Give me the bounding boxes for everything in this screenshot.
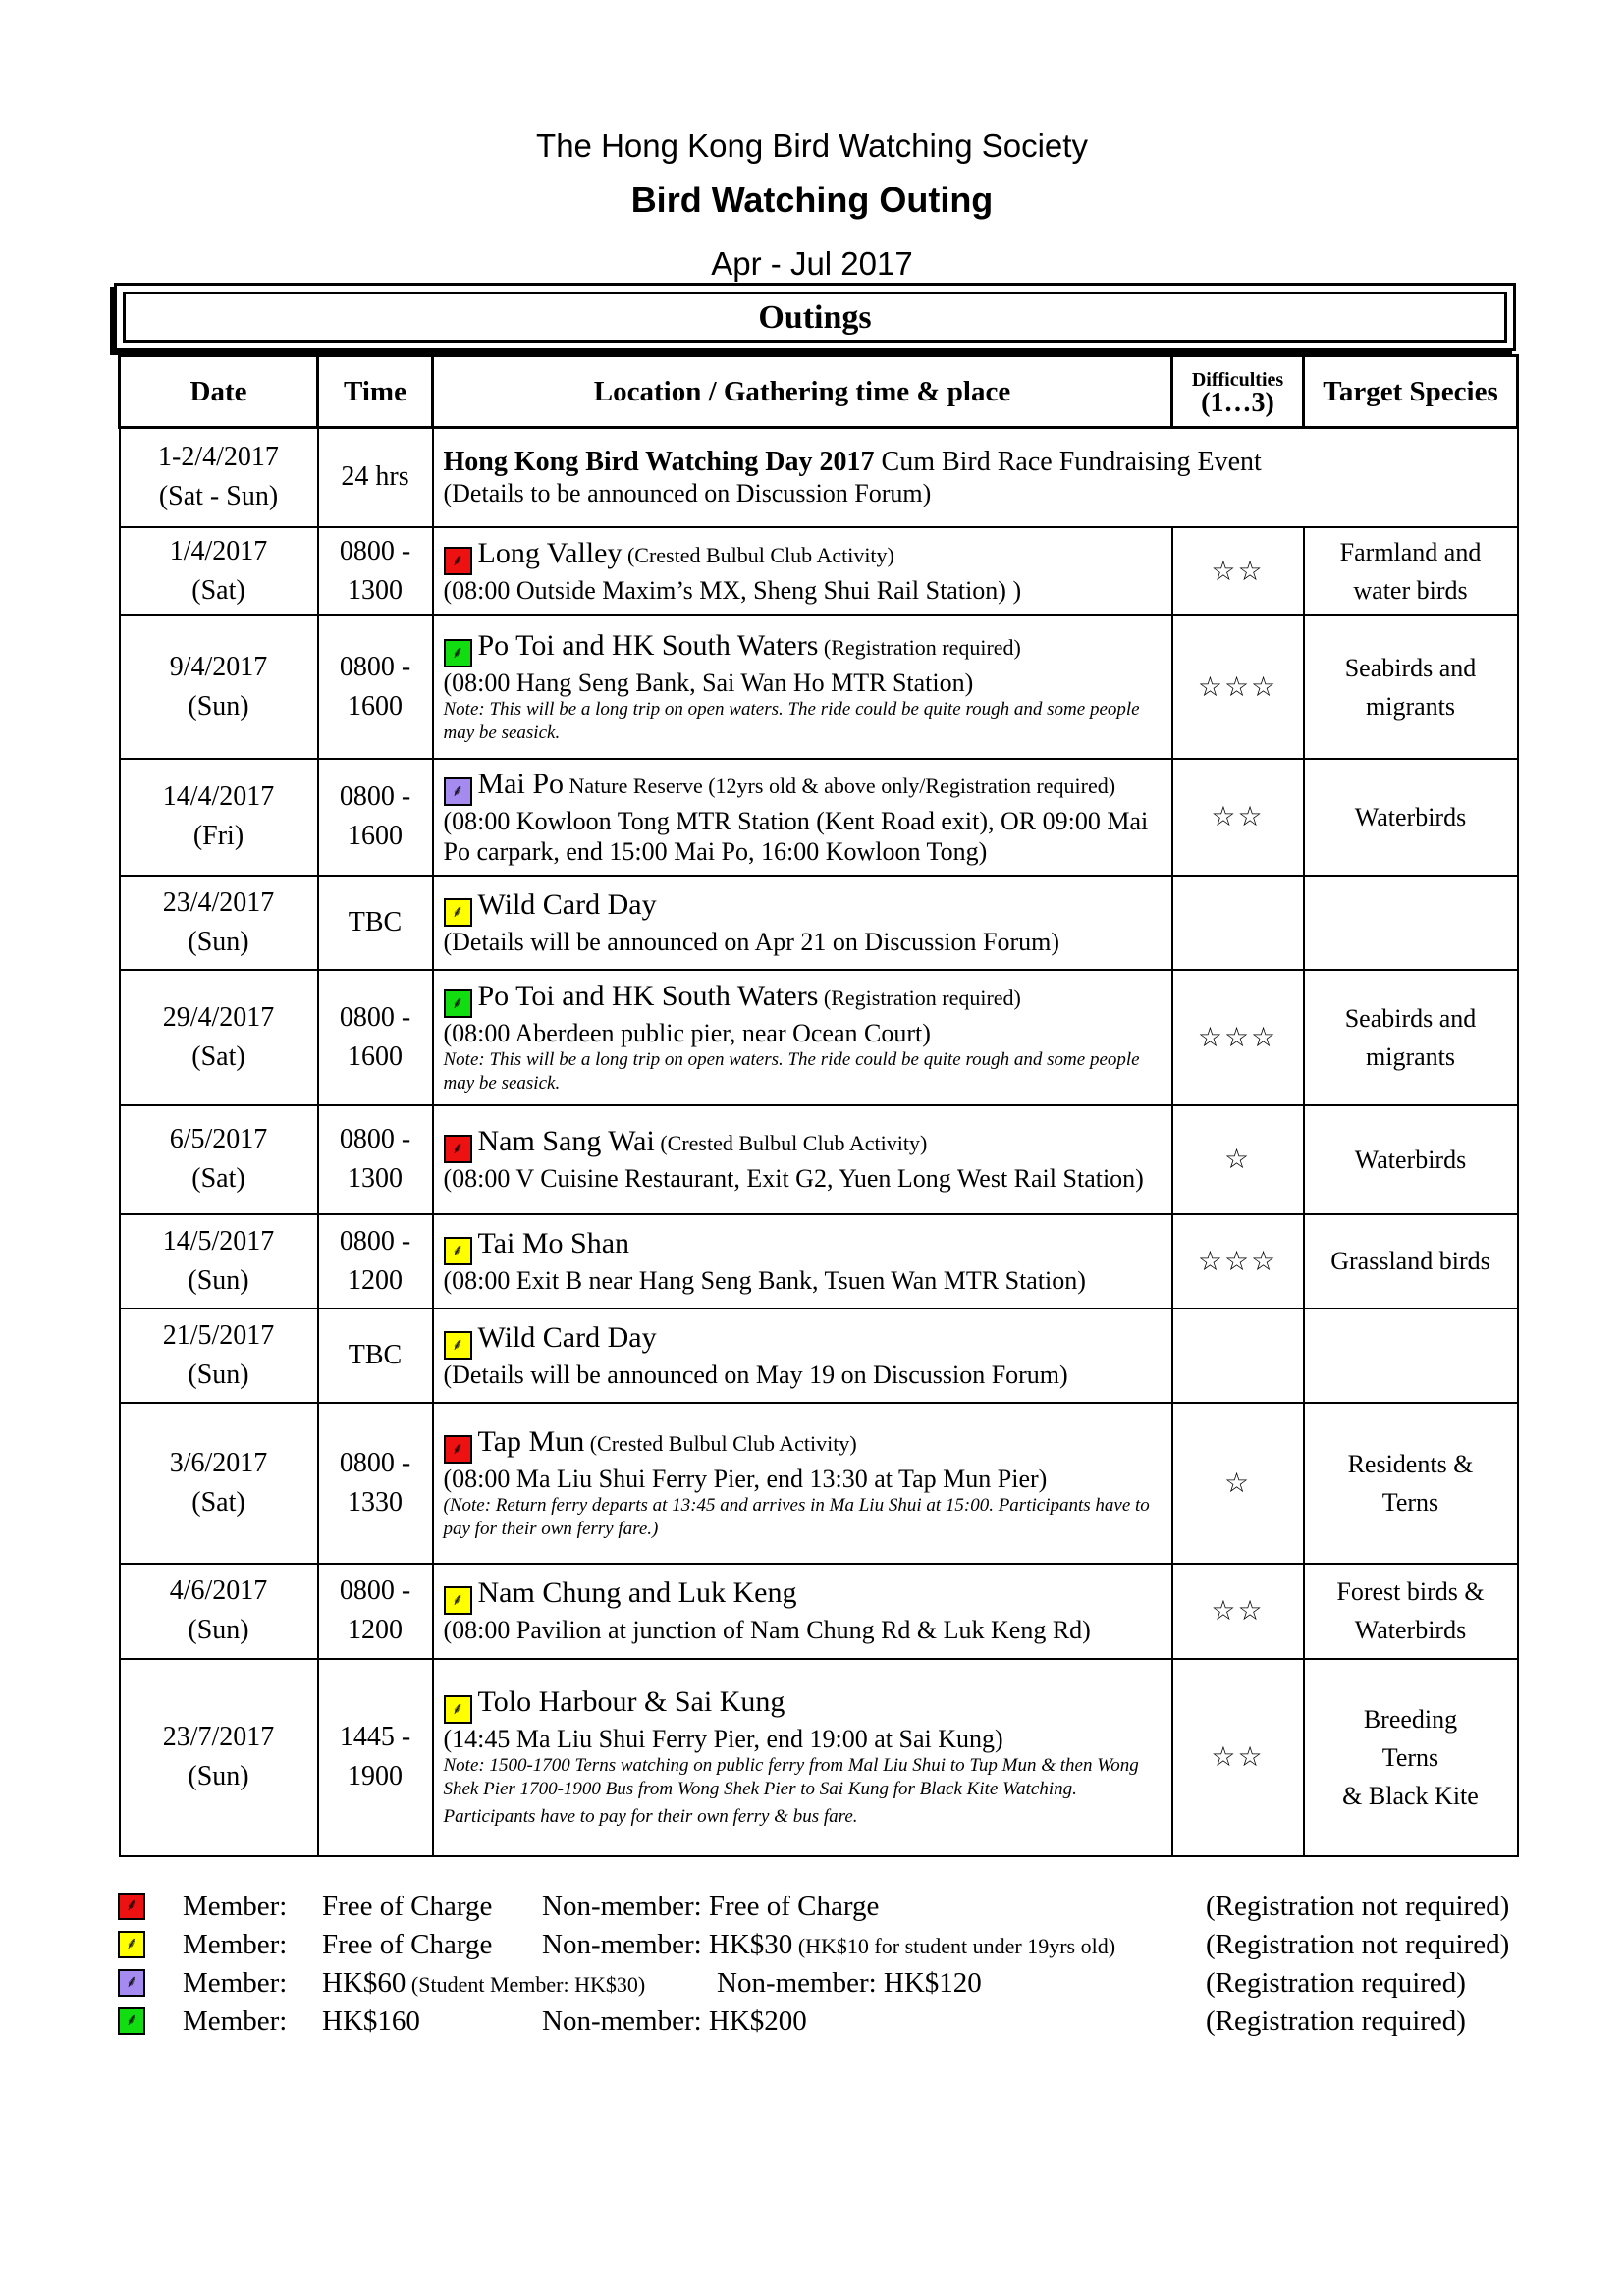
outings-banner [114,283,1516,351]
legend-member-fee-value: HK$160 [322,2005,420,2037]
legend-nonmember-fee [542,1926,1115,1965]
outing-time-end: 1300 [348,574,403,606]
outing-note: (Note: Return ferry departs at 13:45 and arrives in Ma Liu Shui at 15:00. Participants have to pay for their own ferry fare.) [443,1494,1150,1539]
event-title [444,445,1509,480]
outing-date-cell [120,759,318,876]
outing-time-cell [318,759,433,876]
legend-member-fee-value: Free of Charge [322,1891,493,1922]
outing-title-note: (Registration required) [818,985,1021,1010]
legend-member-fee [322,1888,492,1927]
outing-time-start: 0800 - [339,1001,411,1033]
outing-time-start: 0800 - [339,651,411,682]
outing-target: Breeding [1363,1704,1458,1734]
legend-nonmember-value: Non-member: HK$200 [542,2005,807,2037]
bird-icon: ⸙ [444,777,472,806]
legend-nonmember-value: Non-member: Free of Charge [542,1891,880,1922]
bird-icon: ⸙ [444,1331,472,1360]
outing-target-cell [1304,1214,1518,1308]
table-row [120,615,1518,759]
outing-title [444,627,1164,667]
legend-member-label: Member: [183,2005,288,2037]
legend-nonmember-fee [717,1964,982,2003]
table-row [120,1214,1518,1308]
table-row [120,1403,1518,1564]
outing-target-cell [1304,1105,1518,1214]
outing-title [444,535,1164,575]
legend-nonmember-extra: (HK$10 for student under 19yrs old) [792,1934,1116,1958]
bird-icon: ⸙ [118,1893,145,1920]
outing-difficulty: ☆☆☆ [1172,970,1304,1105]
outing-target-cell [1304,970,1518,1105]
fee-legend [118,1888,1551,2041]
outing-time-cell [318,1564,433,1659]
outing-location-name: Tai Mo Shan [477,1226,630,1259]
outing-day: (Sun) [188,1615,249,1645]
outing-day: (Sun) [188,1359,249,1390]
outing-target-2: Terns [1381,1742,1439,1772]
outing-location-cell [433,615,1172,759]
outing-time-cell [318,1308,433,1403]
legend-member-fee-value: Free of Charge [322,1929,493,1960]
outing-location-name: Po Toi and HK South Waters [477,628,819,662]
outing-target-2: migrants [1366,1041,1455,1071]
outing-day: (Sun) [188,690,249,721]
outing-day: (Fri) [192,821,244,851]
legend-nonmember-fee [542,1888,879,1927]
page-title: Bird Watching Outing [630,180,994,220]
outing-difficulty [1172,1308,1304,1403]
outing-time-cell [318,1659,433,1856]
outing-target-2: water birds [1353,575,1468,605]
event-details: (Details to be announced on Discussion Forum) [443,479,932,508]
outing-date-cell [120,1403,318,1564]
outing-target: Forest birds & [1336,1577,1485,1606]
outing-target: Farmland and [1339,537,1482,566]
bird-icon: ⸙ [444,1237,472,1265]
outing-time-cell [318,527,433,615]
event-time: 24 hrs [318,428,433,527]
legend-registration: (Registration not required) [1206,1891,1510,1922]
outing-day: (Sat) [191,1486,245,1518]
outing-target-cell [1304,876,1518,970]
outing-date: 23/7/2017 [162,1722,275,1752]
bird-icon: ⸙ [444,989,472,1018]
outing-target: Waterbirds [1354,1145,1467,1174]
outing-target: Residents & [1347,1449,1474,1478]
outing-time-start: 1445 - [339,1722,411,1752]
bird-icon: ⸙ [444,1435,472,1464]
outing-date-cell [120,1659,318,1856]
outing-time-start: 0800 - [339,1575,411,1606]
outing-time-cell [318,1105,433,1214]
outing-date-cell [120,1214,318,1308]
legend-registration: (Registration required) [1206,1967,1466,1999]
outing-difficulty: ☆☆ [1172,527,1304,615]
table-row [120,1308,1518,1403]
outing-target-cell [1304,1308,1518,1403]
outing-target-cell [1304,615,1518,759]
outing-difficulty: ☆☆ [1172,1659,1304,1856]
legend-member-fee-value: HK$60 [322,1967,406,1999]
outing-time-cell [318,1214,433,1308]
table-row-special-event [120,428,1518,527]
bird-icon: ⸙ [444,1135,472,1163]
event-day: (Sat - Sun) [158,481,279,512]
legend-member-extra: (Student Member: HK$30) [406,1972,646,1997]
outing-location-name: Wild Card Day [477,1320,657,1354]
outing-target: Seabirds and [1344,1003,1477,1033]
outing-day: (Sun) [188,1264,249,1296]
outing-date-cell [120,1564,318,1659]
outing-target-2: Terns [1381,1487,1439,1517]
event-date-cell [120,428,318,527]
outing-location-name: Mai Po [477,767,565,800]
outing-time-start: 0800 - [339,781,411,812]
outing-date: 29/4/2017 [162,1001,275,1033]
outing-date: 23/4/2017 [162,886,275,918]
legend-row [118,2002,1551,2041]
outing-location-cell [433,1659,1172,1856]
outing-time-end: 1600 [348,1041,403,1072]
outing-time-end: 1600 [348,690,403,721]
outing-target-3: & Black Kite [1342,1781,1479,1810]
outing-target-2: migrants [1366,691,1455,721]
outing-date-cell [120,527,318,615]
outing-target-cell [1304,1659,1518,1856]
outing-time-end: 1200 [348,1264,403,1296]
outing-date: 4/6/2017 [169,1575,268,1606]
outing-title-note: Nature Reserve (12yrs old & above only/Registration required) [564,773,1116,798]
outing-target-cell [1304,527,1518,615]
outing-date-cell [120,970,318,1105]
table-row [120,1659,1518,1856]
outing-date: 3/6/2017 [169,1447,268,1478]
outings-table [118,354,1519,1857]
outing-title [444,766,1164,806]
outing-title [444,1683,1164,1724]
col-difficulties-range: (1…3) [1201,388,1274,418]
outing-date-cell [120,876,318,970]
outing-note-extra: Participants have to pay for their own ferry & bus fare. [443,1806,858,1827]
outing-location-cell [433,1308,1172,1403]
col-difficulties [1172,356,1304,428]
outing-title [444,886,1164,927]
legend-row [118,1964,1551,2002]
outing-gathering: (08:00 Aberdeen public pier, near Ocean Court) [443,1018,931,1047]
event-date: 1-2/4/2017 [158,442,279,473]
outing-location-cell [433,1214,1172,1308]
event-location-cell [433,428,1518,527]
outing-date: 1/4/2017 [169,535,268,566]
outing-title [444,1575,1164,1615]
outing-target-2: Waterbirds [1354,1616,1467,1644]
outing-location-cell [433,876,1172,970]
outing-note: Note: This will be a long trip on open waters. The ride could be quite rough and some people may be seasick. [443,698,1140,743]
outing-time-start: 0800 - [339,1124,411,1154]
outing-gathering: (08:00 Hang Seng Bank, Sai Wan Ho MTR Station) [443,667,974,697]
outing-gathering: (08:00 Ma Liu Shui Ferry Pier, end 13:30 at Tap Mun Pier) [443,1464,1048,1493]
outing-time-start: TBC [348,906,403,937]
outing-day: (Sat) [191,1041,245,1072]
outing-location-cell [433,527,1172,615]
outing-gathering: (08:00 V Cuisine Restaurant, Exit G2, Yuen Long West Rail Station) [443,1164,1144,1193]
bird-icon: ⸙ [444,639,472,667]
outing-time-end: 1900 [348,1761,403,1791]
outing-date: 6/5/2017 [169,1124,268,1154]
event-title-rest: Cum Bird Race Fundraising Event [874,447,1262,478]
outing-date-cell [120,1105,318,1214]
legend-member-label: Member: [183,1929,288,1960]
outing-date: 14/4/2017 [162,781,275,812]
outing-note: Note: This will be a long trip on open waters. The ride could be quite rough and some people may be seasick. [443,1048,1140,1094]
outing-target-cell [1304,1403,1518,1564]
outing-title-note: (Crested Bulbul Club Activity) [622,542,894,567]
table-row [120,970,1518,1105]
outing-difficulty [1172,876,1304,970]
event-title-bold: Hong Kong Bird Watching Day 2017 [443,447,875,478]
outing-title [444,1319,1164,1360]
col-difficulties-label: Difficulties [1191,369,1284,391]
col-time: Time [318,356,433,428]
bird-icon: ⸙ [444,547,472,575]
outing-date-cell [120,615,318,759]
outing-time-cell [318,1403,433,1564]
outing-location-name: Nam Chung and Luk Keng [477,1576,797,1609]
outing-location-cell [433,1564,1172,1659]
outing-date: 21/5/2017 [162,1319,275,1351]
outing-time-cell [318,615,433,759]
bird-icon: ⸙ [118,1931,145,1958]
outing-time-end: 1600 [348,821,403,851]
outing-difficulty: ☆☆☆ [1172,1214,1304,1308]
legend-registration: (Registration not required) [1206,1929,1510,1960]
outing-gathering: (08:00 Outside Maxim’s MX, Sheng Shui Rail Station) ) [443,575,1022,605]
outing-difficulty: ☆ [1172,1105,1304,1214]
outing-time-end: 1330 [348,1486,403,1518]
legend-member-fee [322,2002,420,2042]
col-target: Target Species [1304,356,1518,428]
outing-time-end: 1200 [348,1615,403,1645]
legend-member-label: Member: [183,1967,288,1999]
outing-date: 9/4/2017 [169,651,268,682]
outing-difficulty: ☆☆☆ [1172,615,1304,759]
outing-day: (Sat) [191,1163,245,1194]
outing-title [444,978,1164,1018]
bird-icon: ⸙ [118,1969,145,1997]
legend-nonmember-value: Non-member: HK$120 [717,1967,982,1999]
outing-note: Note: 1500-1700 Terns watching on public ferry from Mal Liu Shui to Tup Mun & then Wong Shek Pier 1700-1900 Bus from Wong Shek Pier to Sai Kung for Black Kite Watching. [443,1755,1139,1799]
outing-date: 14/5/2017 [162,1225,275,1256]
table-row [120,759,1518,876]
outing-difficulty: ☆ [1172,1403,1304,1564]
outing-location-name: Po Toi and HK South Waters [477,979,819,1012]
outing-title-note: (Registration required) [818,634,1021,660]
bird-icon: ⸙ [444,898,472,927]
outing-target: Seabirds and [1344,653,1477,682]
table-row [120,876,1518,970]
outing-title [444,1423,1164,1464]
outing-gathering: (08:00 Kowloon Tong MTR Station (Kent Road exit), OR 09:00 Mai Po carpark, end 15:00 Mai Po, 16:00 Kowloon Tong) [443,806,1149,866]
outing-location-name: Long Valley [477,536,623,569]
outing-difficulty: ☆☆ [1172,759,1304,876]
outing-time-cell [318,876,433,970]
outing-gathering: (Details will be announced on Apr 21 on Discussion Forum) [443,927,1060,956]
legend-row [118,1926,1551,1964]
outing-location-name: Tolo Harbour & Sai Kung [477,1685,785,1718]
bird-icon: ⸙ [444,1586,472,1615]
outing-target: Waterbirds [1354,802,1467,831]
outing-title [444,1225,1164,1265]
outing-target-cell [1304,759,1518,876]
legend-member-fee [322,1964,645,2003]
legend-member-label: Member: [183,1891,288,1922]
outing-time-cell [318,970,433,1105]
period-label: Apr - Jul 2017 [711,245,913,282]
outing-time-start: TBC [348,1339,403,1370]
table-header-row [120,356,1518,428]
col-date: Date [120,356,318,428]
outing-date-cell [120,1308,318,1403]
outing-time-start: 0800 - [339,1225,411,1256]
outing-location-name: Tap Mun [477,1424,585,1458]
table-row [120,1564,1518,1659]
outing-time-end: 1300 [348,1163,403,1194]
bird-icon: ⸙ [118,2007,145,2035]
outing-day: (Sat) [191,574,245,606]
legend-nonmember-value: Non-member: HK$30 [542,1929,793,1960]
outings-banner-title: Outings [123,292,1507,343]
outing-location-name: Wild Card Day [477,887,657,921]
outing-location-cell [433,1403,1172,1564]
legend-member-fee [322,1926,492,1965]
outing-day: (Sun) [188,926,249,957]
outing-gathering: (08:00 Pavilion at junction of Nam Chung Rd & Luk Keng Rd) [443,1616,1091,1644]
outing-title-note: (Crested Bulbul Club Activity) [584,1430,857,1456]
bird-icon: ⸙ [444,1695,472,1724]
col-location: Location / Gathering time & place [433,356,1172,428]
outing-location-cell [433,1105,1172,1214]
outing-title-note: (Crested Bulbul Club Activity) [654,1131,928,1155]
legend-registration: (Registration required) [1206,2005,1466,2037]
legend-nonmember-fee [542,2002,807,2042]
outing-gathering: (14:45 Ma Liu Shui Ferry Pier, end 19:00 at Sai Kung) [443,1725,1003,1753]
outing-gathering: (08:00 Exit B near Hang Seng Bank, Tsuen Wan MTR Station) [443,1265,1086,1295]
outing-gathering: (Details will be announced on May 19 on Discussion Forum) [443,1360,1068,1389]
outing-target: Grassland birds [1330,1247,1490,1275]
outing-location-cell [433,970,1172,1105]
table-row [120,1105,1518,1214]
organization-name: The Hong Kong Bird Watching Society [536,128,1088,164]
outing-time-start: 0800 - [339,1447,411,1478]
outing-location-name: Nam Sang Wai [477,1125,655,1157]
outing-title [444,1123,1164,1163]
legend-row [118,1888,1551,1926]
outing-target-cell [1304,1564,1518,1659]
table-row [120,527,1518,615]
outing-location-cell [433,759,1172,876]
outing-time-start: 0800 - [339,535,411,566]
outing-day: (Sun) [188,1761,249,1791]
outing-difficulty: ☆☆ [1172,1564,1304,1659]
